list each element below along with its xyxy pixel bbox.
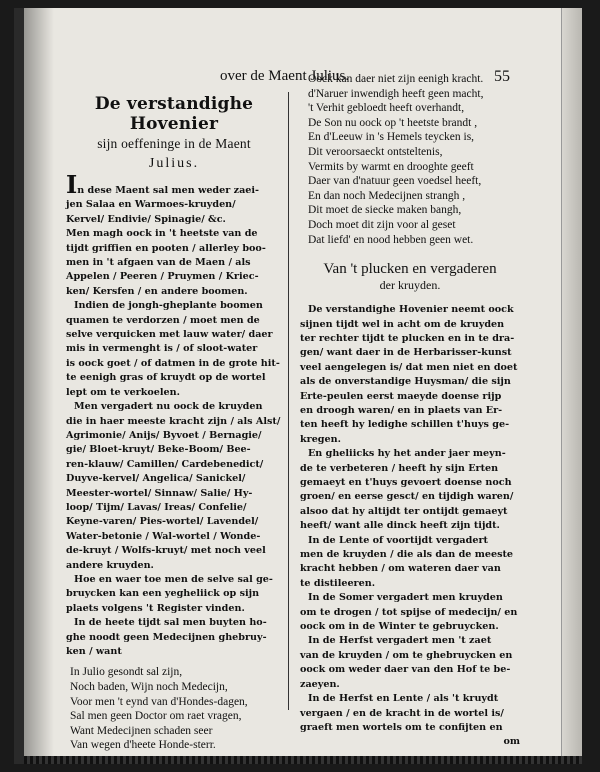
- page-edge: [561, 8, 582, 764]
- verse-line: En d'Leeuw in 's Hemels teycken is,: [308, 131, 475, 144]
- verse-line: Dit moet de siecke maken bangh,: [308, 204, 462, 217]
- paragraph: [66, 170, 282, 299]
- text-line: andere kruyden.: [66, 559, 154, 571]
- right-column: [300, 72, 520, 750]
- text-line: In dese Maent sal men weder zaei-: [66, 170, 260, 199]
- verse-line: Voor men 't eynd van d'Hondes-dagen,: [70, 695, 248, 708]
- text-line: en droogh waren/ en in plaets van Er-: [300, 404, 503, 416]
- text-line: om te drogen / tot spijse of medecijn/ en: [300, 606, 518, 618]
- text-line: heeft/ want alle dinck heeft zijn tijdt.: [300, 520, 500, 532]
- text-line: veel aengelegen is/ dat men niet en doet: [300, 361, 518, 373]
- text-line: van de kruyden / om te ghebruycken en: [300, 649, 513, 661]
- text-line: alsoo dat hy altijdt ter ontijdt gemaeyt: [300, 505, 508, 517]
- paragraph: [66, 299, 282, 400]
- page-number: 55: [494, 68, 510, 85]
- text-line: Water-betonie / Wal-wortel / Wonde-: [66, 530, 261, 542]
- text-line: Men vergadert nu oock de kruyden: [74, 401, 263, 413]
- text-line: jen Salaa en Warmoes-kruyden/: [66, 199, 236, 211]
- text-line: om: [503, 736, 520, 748]
- column-divider: [288, 92, 289, 710]
- text-line: groen/ en eerse gesct/ en tijdigh waren/: [300, 491, 514, 503]
- paragraph: [300, 692, 520, 750]
- text-line: Keyne-varen/ Pies-wortel/ Lavendel/: [66, 516, 259, 528]
- text-line: gemaeyt en t'huys gevoert doense noch: [300, 477, 512, 488]
- paragraph: [66, 573, 282, 616]
- text-line: tijdt griffien en pooten / allerley boo-: [66, 242, 266, 254]
- text-line: te distileeren.: [300, 577, 376, 589]
- paragraph: [300, 634, 520, 692]
- text-line: Appelen / Peeren / Pruymen / Kriec-: [66, 271, 259, 283]
- verse-line: De Son nu oock op 't heetste brandt ,: [308, 116, 478, 129]
- text-line: ken/ Kersfen / en andere boomen.: [66, 285, 248, 297]
- text-line: is oock goet / of datmen in de grote hit-: [66, 357, 280, 369]
- paragraph: [300, 303, 520, 447]
- gutter-shadow: [24, 8, 54, 764]
- text-line: Indien de jongh-gheplante boomen: [74, 300, 263, 312]
- text-line: graeft men wortels om te confijten en: [300, 721, 503, 733]
- text-line: lept om te verkoelen.: [66, 386, 180, 398]
- verse-line: Daer van d'natuur geen voedsel heeft,: [308, 175, 482, 188]
- verse-line: Vermits by warmt en drooghte geeft: [308, 160, 474, 173]
- verse-line: Sal men geen Doctor om raet vragen,: [70, 710, 242, 723]
- text-line: In de Herfst vergadert men 't zaet: [308, 635, 492, 647]
- text-line: als de onverstandige Huysman/ die sijn: [300, 376, 511, 388]
- verse-line: In Julio gesondt sal zijn,: [70, 666, 183, 679]
- text-line: de te verbeteren / heeft hy sijn Erten: [300, 462, 499, 474]
- text-line: De verstandighe Hovenier neemt oock: [308, 304, 514, 316]
- chapter-title-line2: sijn oeffeninge in de Maent: [97, 136, 251, 151]
- verse-line: Van wegen d'heete Honde-sterr.: [70, 739, 216, 752]
- text-line: Duyve-kervel/ Angelica/ Sanickel/: [66, 473, 246, 485]
- verse-line: Want Medecijnen schaden seer: [70, 724, 213, 737]
- paragraph: [66, 616, 282, 659]
- verse-line: En dan noch Medecijnen strangh ,: [308, 189, 466, 202]
- text-line: ter rechter tijdt te plucken en in te dra-: [300, 332, 515, 344]
- paragraph: [300, 447, 520, 533]
- running-head: over de Maent Julius.: [220, 68, 350, 84]
- text-line: gie/ Bloet-kruyt/ Beke-Boom/ Bee-: [66, 444, 251, 456]
- left-column: [66, 94, 282, 753]
- text-line: gen/ want daer in de Herbarisser-kunst: [300, 347, 512, 359]
- text-line: In de Somer vergadert men kruyden: [308, 592, 503, 604]
- chapter-title: [66, 94, 282, 154]
- text-line: quamen te verdorzen / moet men de: [66, 314, 260, 326]
- text-line: Agrimonie/ Anijs/ Byvoet / Bernagie/: [66, 429, 262, 441]
- text-line: oock om weder daer van den Hof te be-: [300, 664, 511, 676]
- text-line: bruycken kan een yegheliick op sijn: [66, 588, 260, 600]
- text-line: mis in vermenght is / of sloot-water: [66, 343, 258, 355]
- text-line: zaeyen.: [300, 678, 340, 690]
- text-line: men in 't afgaen van de Maen / als: [66, 257, 251, 269]
- text-line: In de Herfst en Lente / als 't kruydt: [308, 693, 499, 705]
- verse-line: Noch baden, Wijn noch Medecijn,: [70, 681, 228, 693]
- verse-line: Oock kan daer niet zijn eenigh kracht.: [308, 73, 484, 85]
- text-line: kracht hebben / om wateren daer van: [300, 563, 501, 575]
- text-line: kregen.: [300, 433, 341, 445]
- text-line: Hoe en waer toe men de selve sal ge-: [74, 573, 273, 585]
- verse-line: Doch moet dit zijn voor al geset: [308, 218, 456, 231]
- text-line: te eenigh gras of kruydt op de wortel: [66, 372, 266, 384]
- paragraph: [300, 591, 520, 634]
- text-line: loop/ Tijm/ Lavas/ Ireas/ Confelie/: [66, 501, 247, 513]
- text-line: sijnen tijdt wel in acht om de kruyden: [300, 318, 505, 330]
- verse-block: [300, 72, 520, 247]
- paragraph: [66, 400, 282, 573]
- text-line: men de kruyden / die als dan de meeste: [300, 549, 514, 561]
- verse-line: d'Naruer inwendigh heeft geen macht,: [308, 87, 484, 100]
- text-line: Erte-peulen eerst maeyde doense rijp: [300, 390, 502, 402]
- text-line: plaets volgens 't Register vinden.: [66, 602, 245, 614]
- text-line: Kervel/ Endivie/ Spinagie/ &c.: [66, 213, 226, 225]
- text-line: vergaen / en de kracht in de wortel is/: [300, 707, 504, 719]
- text-line: die in haer meeste kracht zijn / als Alst/: [66, 415, 281, 427]
- text-line: In de Lente of voortijdt vergadert: [308, 534, 488, 546]
- chapter-month: Julius.: [148, 156, 200, 171]
- text-line: de-kruyt / Wolfs-kruyt/ met noch veel: [66, 545, 266, 557]
- text-line: In de heete tijdt sal men buyten ho-: [74, 617, 267, 629]
- page-bottom-edge: [24, 756, 582, 764]
- text-line: En gheliicks hy het ander jaer meyn-: [308, 448, 506, 460]
- book-page: [14, 8, 582, 764]
- text-line: Men magh oock in 't heetste van de: [66, 228, 258, 240]
- chapter-title-line1: De verstandighe Hovenier: [94, 94, 254, 134]
- paragraph: [300, 534, 520, 592]
- text-line: oock om in de Winter te gebruycken.: [300, 621, 499, 633]
- section-title: Van 't plucken en vergaderen: [323, 261, 497, 278]
- text-line: ten heeft hy ledighe schillen t'huys ge-: [300, 419, 510, 431]
- text-line: selve verquicken met lauw water/ daer: [66, 329, 273, 341]
- verse-block: [66, 665, 282, 753]
- text-line: ken / want: [66, 646, 122, 657]
- verse-line: 't Verhit gebloedt heeft overhandt,: [308, 102, 465, 115]
- text-line: ren-klauw/ Camillen/ Cardebenedict/: [66, 458, 264, 470]
- text-line: ghe noodt geen Medecijnen ghebruy-: [66, 631, 267, 643]
- verse-line: Dit veroorsaeckt ontsteltenis,: [308, 145, 443, 158]
- section-subtitle: der kruyden.: [379, 278, 441, 293]
- verse-line: Dat liefd' en nood hebben geen wet.: [308, 233, 474, 246]
- text-line: Meester-wortel/ Sinnaw/ Salie/ Hy-: [66, 487, 253, 499]
